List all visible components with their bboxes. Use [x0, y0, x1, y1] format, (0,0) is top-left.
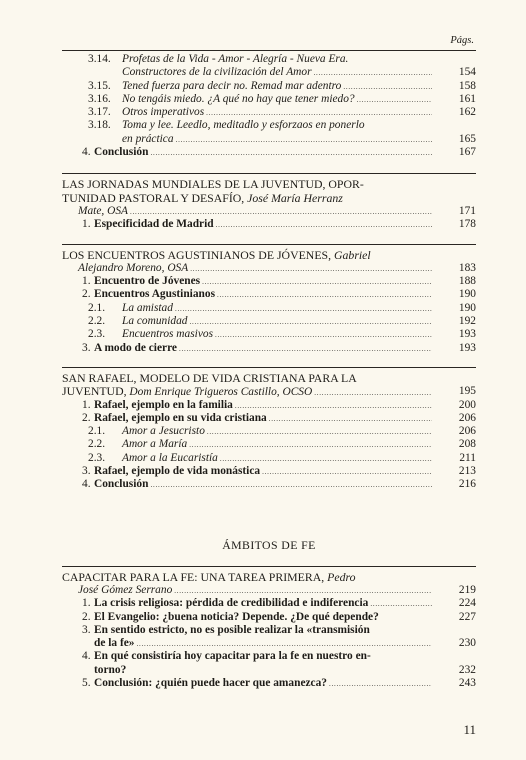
page-ref: 213 [458, 465, 476, 478]
toc-line [62, 315, 476, 328]
header-rule [62, 50, 476, 51]
entry-title-line [62, 178, 476, 191]
dot-leader [137, 637, 433, 651]
item-number: 1. [82, 597, 91, 610]
item-title: Toma y lee. Leedlo, meditadlo y esforzaos en ponerlo [122, 119, 365, 132]
toc-entry-san-rafael [62, 372, 476, 399]
entry-author-line [62, 584, 476, 597]
entry-title: LOS ENCUENTROS AGUSTINIANOS DE JÓVENES, [62, 247, 332, 262]
item-title: La crisis religiosa: pérdida de credibilidad e indiferencia [94, 597, 369, 610]
toc-line [62, 412, 476, 425]
entry-author: Mate, OSA [78, 204, 128, 217]
entry-title-line [62, 571, 476, 584]
section-heading: ÁMBITOS DE FE [222, 537, 316, 552]
item-number: 2.1. [88, 425, 106, 438]
item-number: 2.3. [88, 328, 106, 341]
toc-line [62, 328, 476, 341]
toc-line [62, 119, 476, 132]
item-title: en práctica [122, 132, 174, 145]
toc-line [62, 80, 476, 93]
item-title: En qué consistiría hoy capacitar para la fe en nuestro en- [94, 650, 371, 663]
page-ref: 171 [458, 204, 476, 217]
page-ref: 162 [458, 106, 476, 119]
toc-line [62, 478, 476, 491]
item-number: 2.3. [88, 451, 106, 464]
entry-title-line [62, 192, 476, 205]
page-ref: 243 [458, 676, 476, 689]
item-title: Encuentros masivos [122, 328, 214, 341]
dot-leader [343, 80, 432, 94]
item-number: 2. [82, 610, 91, 623]
toc-line [62, 66, 476, 79]
page-ref: 188 [458, 275, 476, 288]
dot-leader [190, 315, 433, 329]
item-title: Conclusión [94, 146, 149, 159]
page-ref: 158 [458, 79, 476, 92]
toc-line [62, 53, 476, 66]
item-number: 5. [82, 676, 91, 689]
item-number: 2.1. [88, 301, 106, 314]
entry-author-line [62, 205, 476, 218]
dot-leader [150, 146, 432, 160]
page-ref: 193 [458, 341, 476, 354]
item-title: Constructores de la civilización del Amor [122, 66, 312, 79]
page-ref: 154 [458, 66, 476, 79]
item-title: La comunidad [122, 315, 188, 328]
item-number: 4. [82, 146, 91, 159]
toc-line [62, 302, 476, 315]
page-ref: 167 [458, 146, 476, 159]
toc-entry-jornadas [62, 178, 476, 218]
item-title: Rafael, ejemplo en la familia [94, 398, 233, 411]
page-ref: 178 [458, 218, 476, 231]
toc-line [62, 342, 476, 355]
page-ref: 190 [458, 301, 476, 314]
page-ref: 161 [458, 92, 476, 105]
item-title: Tened fuerza para decir no. Remad mar adentro [122, 79, 342, 92]
entry-title: LAS JORNADAS MUNDIALES DE LA JUVENTUD, OPOR- [62, 177, 364, 192]
page-ref: 165 [458, 132, 476, 145]
toc-line [62, 452, 476, 465]
toc-subitems [62, 597, 476, 690]
entry-title-line [62, 385, 476, 398]
item-title: La amistad [122, 301, 173, 314]
toc-line [62, 650, 476, 663]
entry-author: Dom Enrique Trigueros Castillo, OCSO [129, 386, 313, 399]
item-title: Amor a la Eucaristía [122, 451, 218, 464]
entry-author: José María Herranz [247, 190, 343, 205]
item-title: Rafael, ejemplo en su vida cristiana [94, 411, 267, 424]
item-number: 2.2. [88, 438, 106, 451]
dot-leader [262, 465, 432, 479]
toc-line [62, 438, 476, 451]
toc-line [62, 664, 476, 677]
dot-leader [176, 133, 432, 147]
item-title: Conclusión: ¿quién puede hacer que amanezca? [94, 676, 327, 689]
item-title: El Evangelio: ¿buena noticia? Depende. ¿De qué depende? [94, 610, 379, 623]
item-title: Amor a María [122, 438, 188, 451]
dot-leader [206, 106, 432, 120]
entry-title-line [62, 249, 476, 262]
dot-leader [269, 412, 432, 426]
entry-title: JUVENTUD, [62, 384, 127, 399]
dot-leader [216, 218, 432, 232]
item-title: Encuentros Agustinianos [94, 288, 216, 301]
item-title: Amor a Jesucristo [122, 425, 205, 438]
dot-leader [329, 677, 432, 691]
entry-author-line [62, 262, 476, 275]
page-ref: 195 [458, 385, 476, 398]
toc-line [62, 146, 476, 159]
dot-leader [314, 66, 432, 80]
item-number: 1. [82, 218, 91, 231]
page-ref: 183 [458, 261, 476, 274]
entry-author: Pedro [327, 569, 356, 584]
page-ref: 193 [458, 328, 476, 341]
dot-leader [189, 438, 432, 452]
entry-author: Gabriel [334, 247, 371, 262]
dot-leader [207, 425, 432, 439]
page-ref: 224 [458, 597, 476, 610]
dot-leader [220, 452, 432, 466]
page-ref: 192 [458, 315, 476, 328]
entry-title-line [62, 372, 476, 385]
item-number: 3. [82, 623, 91, 636]
item-title: A modo de cierre [94, 341, 177, 354]
page-ref: 206 [458, 425, 476, 438]
page-ref: 211 [459, 451, 476, 464]
toc-line [62, 624, 476, 637]
dot-leader [357, 93, 432, 107]
item-number: 3.18. [88, 119, 111, 132]
page-ref: 230 [458, 637, 476, 650]
item-title: En sentido estricto, no es posible realizar la «transmisión [94, 623, 370, 636]
dot-leader [235, 399, 432, 413]
item-title: Especificidad de Madrid [94, 218, 214, 231]
dot-leader [217, 288, 432, 302]
item-title: Rafael, ejemplo de vida monástica [94, 465, 261, 478]
dot-leader [215, 328, 432, 342]
item-number: 1. [82, 398, 91, 411]
toc-entry-capacitar [62, 571, 476, 598]
item-number: 4. [82, 650, 91, 663]
item-number: 3.15. [88, 79, 111, 92]
dot-leader [175, 302, 432, 316]
page-ref: 232 [458, 663, 476, 676]
page-ref: 208 [458, 438, 476, 451]
page-ref: 219 [458, 583, 476, 596]
toc-line [62, 133, 476, 146]
page-ref: 200 [458, 398, 476, 411]
toc-line [62, 465, 476, 478]
dot-leader [202, 275, 432, 289]
item-number: 3.14. [88, 53, 111, 65]
item-number: 3.17. [88, 106, 111, 119]
page-ref: 227 [458, 610, 476, 623]
pages-column-header: Págs. [450, 35, 474, 46]
item-number: 1. [82, 275, 91, 288]
dot-leader [370, 597, 432, 611]
dot-leader [150, 478, 432, 492]
toc-line [62, 611, 476, 624]
toc-line [62, 425, 476, 438]
page-ref: 190 [458, 288, 476, 301]
toc-subitems [62, 218, 476, 231]
toc-line [62, 218, 476, 231]
toc-line [62, 275, 476, 288]
item-number: 2. [82, 411, 91, 424]
item-title: Encuentro de Jóvenes [94, 275, 201, 288]
page-ref: 216 [458, 478, 476, 491]
item-number: 3.16. [88, 92, 111, 105]
item-title: No tengáis miedo. ¿A qué no hay que tener miedo? [122, 92, 355, 105]
item-title: de la fe» [94, 637, 135, 650]
page-number: 11 [463, 722, 476, 737]
toc-entry-encuentros [62, 249, 476, 276]
item-title: torno? [94, 663, 127, 676]
item-number: 3. [82, 465, 91, 478]
toc-line [62, 288, 476, 301]
toc-line [62, 93, 476, 106]
item-number: 2.2. [88, 315, 106, 328]
toc-line [62, 637, 476, 650]
item-title: Profetas de la Vida - Amor - Alegría - Nueva Era. [122, 53, 349, 65]
toc-line [62, 677, 476, 690]
item-number: 4. [82, 478, 91, 491]
item-number: 2. [82, 288, 91, 301]
entry-title: TUNIDAD PASTORAL Y DESAFÍO, [62, 190, 245, 205]
item-title: Otros imperativos [122, 106, 205, 119]
table-of-contents [62, 53, 476, 690]
entry-author: José Gómez Serrano [78, 583, 173, 596]
page-ref: 206 [458, 411, 476, 424]
toc-line [62, 399, 476, 412]
toc-line [62, 106, 476, 119]
toc-subitems [62, 399, 476, 492]
item-number: 3. [82, 341, 91, 354]
toc-subitems [62, 275, 476, 355]
toc-line [62, 597, 476, 610]
dot-leader [179, 342, 432, 356]
toc-block-continued [62, 53, 476, 159]
entry-title: SAN RAFAEL, MODELO DE VIDA CRISTIANA PARA LA [62, 370, 357, 385]
entry-title: CAPACITAR PARA LA FE: UNA TAREA PRIMERA, [62, 569, 325, 584]
item-title: Conclusión [94, 478, 149, 491]
entry-author: Alejandro Moreno, OSA [78, 261, 189, 274]
